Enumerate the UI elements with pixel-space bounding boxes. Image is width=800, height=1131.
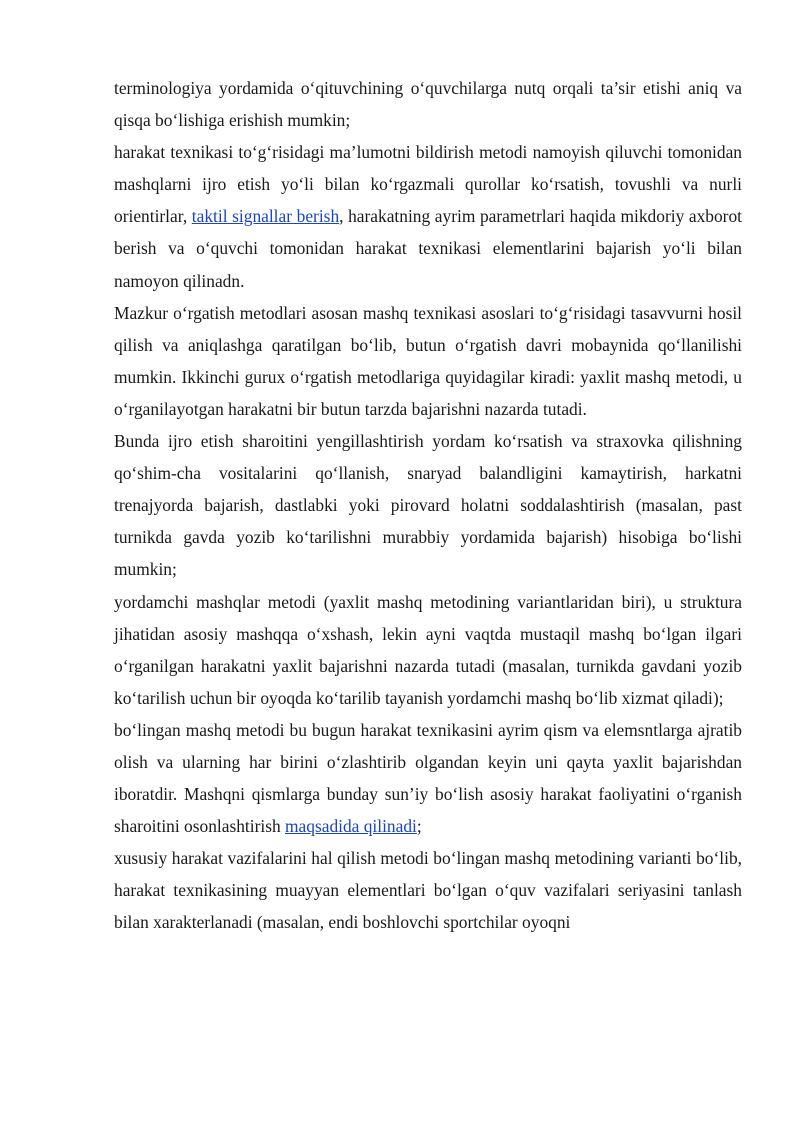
paragraph-technique-info [114,136,742,296]
paragraph-divided-exercise [114,714,742,842]
paragraph-text: Bunda ijro etish sharoitini yengillashtirish yordam ko‘rsatish va straxovka qilishning qo‘shim-cha vositalarini qo‘llanish, snaryad balandligini kamaytirish, harkatni trenajyorda bajarish, dastlabki yoki pirovard holatni soddalashtirish (masalan, past turnikda gavda yozib ko‘tarilishni murabbiy yordamida bajarish) hisobiga bo‘lishi mumkin; [114,431,742,580]
paragraph-text: yordamchi mashqlar metodi (yaxlit mashq metodining variantlaridan biri), u struktura jihatidan asosiy mashqqa o‘xshash, lekin ayni vaqtda mustaqil mashq bo‘lgan ilgari o‘rganilgan harakatni yaxlit bajarishni nazarda tutadi (masalan, turnikda gavdani yozib ko‘tarilish uchun bir oyoqda ko‘tarilib tayanish yordamchi mashq bo‘lib xizmat qiladi); [114,591,742,708]
link-taktil-signallar[interactable]: taktil signallar berish [191,206,340,227]
paragraph-methods-overview [114,297,742,425]
paragraph-auxiliary-exercises [114,586,742,714]
paragraph-text: bo‘lingan mashq metodi bu bugun harakat texnikasini ayrim qism va elemsntlarga ajratib olish va ularning har birini o‘zlashtirib olgandan keyin uni qayta yaxlit bajarishdan iboratdir. Mashqni qismlarga bunday sun’iy bo‘lish asosiy harakat faoliyatini o‘rganish sharoitini osonlashtirish [114,719,742,837]
paragraph-text: terminologiya yordamida o‘qituvchining o‘quvchilarga nutq orqali ta’sir etishi aniq va qisqa bo‘lishiga erishish mumkin; [114,78,742,131]
paragraph-text: xususiy harakat vazifalarini hal qilish metodi bo‘lingan mashq metodining varianti bo‘lib, harakat texnikasining muayyan elementlari bo‘lgan o‘quv vazifalari seriyasini tanlash bilan xarakterlanadi (masalan, endi boshlovchi sportchilar oyoqni [114,848,742,933]
paragraph-text: ; [416,816,422,837]
paragraph-text: , harakatning ayrim parametrlari haqida mikdoriy axborot berish va o‘quvchi tomonidan harakat texnikasi elementlarini bajarish yo‘li bilan namoyon qilinadn. [114,206,742,291]
paragraph-terminology [114,72,742,136]
paragraph-text: harakat texnikasi to‘g‘risidagi ma’lumotni bildirish metodi namoyish qiluvchi tomonidan mashqlarni ijro etish yo‘li bilan ko‘rgazmali qurollar ko‘rsatish, tovushli va nurli orientirlar, [114,142,742,227]
paragraph-conditions [114,425,742,585]
link-maqsadida-qilinadi[interactable]: maqsadida qilinadi [285,816,417,837]
document-page [114,72,742,939]
paragraph-specific-tasks [114,842,742,938]
paragraph-text: Mazkur o‘rgatish metodlari asosan mashq texnikasi asoslari to‘g‘risidagi tasavvurni hosil qilish va aniqlashga qaratilgan bo‘lib, butun o‘rgatish davri mobaynida qo‘llanilishi mumkin. Ikkinchi gurux o‘rgatish metodlariga quyidagilar kiradi: yaxlit mashq metodi, u o‘rganilayotgan harakatni bir butun tarzda bajarishni nazarda tutadi. [114,302,742,419]
